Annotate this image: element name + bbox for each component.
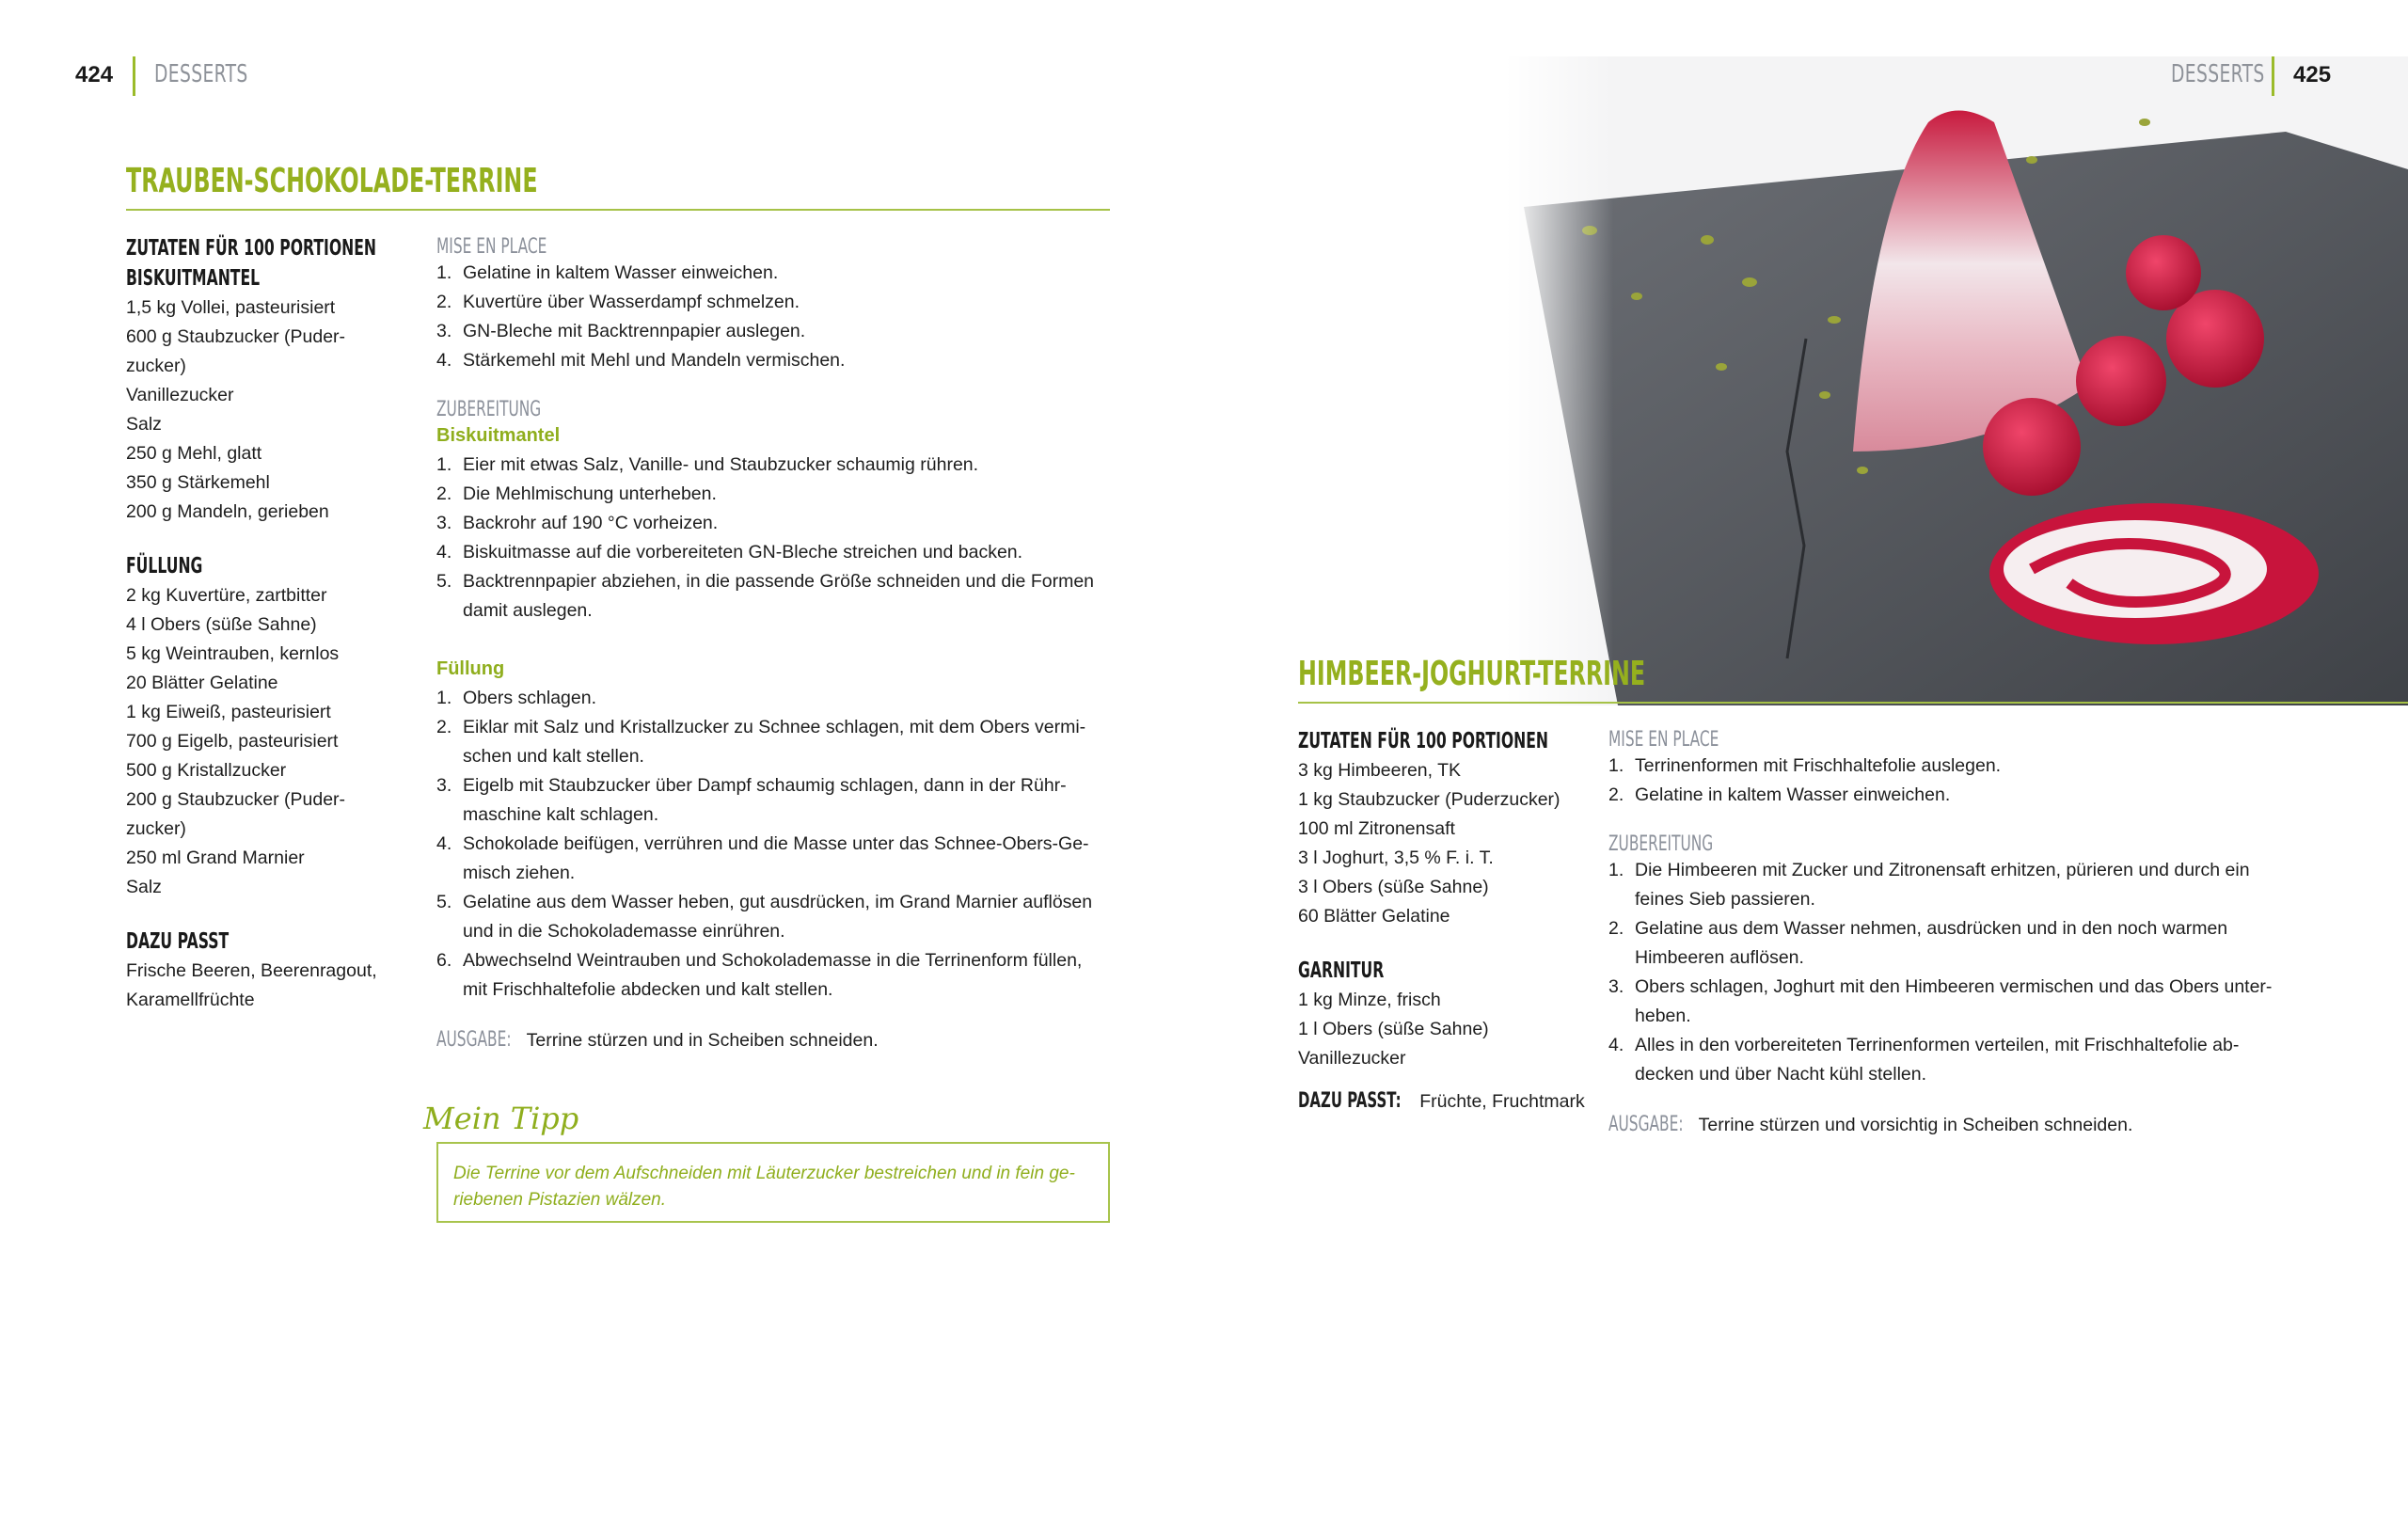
tip-box [436,1142,1110,1223]
step-text-line: Obers schlagen. [463,688,596,708]
step-text-line: heben. [1635,1006,1691,1026]
biskuitmantel-steps [436,451,1114,626]
ingredient-line: 4 l Obers (süße Sahne) [126,614,317,635]
recipe-title-left: TRAUBEN-SCHOKOLADE-TERRINE [126,162,538,200]
ingredient-line: Vanillezucker [1298,1048,1406,1069]
ingredient-line: Vanillezucker [126,385,234,405]
subheading-biskuitmantel: Biskuitmantel [436,425,561,446]
ingredient-line: 5 kg Weintrauben, kernlos [126,643,340,664]
dazu-passt-heading: DAZU PASST [126,929,230,954]
ausgabe-line-left [436,1025,1114,1055]
fuellung-steps [436,684,1114,1005]
step-text: Terrinenformen mit Frischhaltefolie auslegen. [1635,755,2002,776]
step-item: 2. Gelatine in kaltem Wasser einweichen. [1608,781,2323,810]
fuellung-ingredient-list [126,581,408,902]
step-item: 4. Stärkemehl mit Mehl und Mandeln vermischen. [436,346,1114,375]
ingredients-column-left [126,233,408,1015]
step-item: 1. Eier mit etwas Salz, Vanille- und Staubzucker schaumig rühren. [436,451,1114,480]
mise-en-place-heading-right: MISE EN PLACE [1608,728,1719,752]
step-text-line: Gelatine aus dem Wasser nehmen, ausdrücken und in den noch warmen [1635,918,2228,939]
step-item: 2. Gelatine aus dem Wasser nehmen, ausdrücken und in den noch warmen Himbeeren auflösen. [1608,914,2323,973]
ingredient-line: Karamellfrüchte [126,990,255,1010]
step-text-line: maschine kalt schlagen. [463,804,659,825]
ingredient-line: 250 ml Grand Marnier [126,848,305,868]
ausgabe-label-left: AUSGABE: [436,1028,512,1052]
ingredient-line: zucker) [126,818,186,839]
step-item: 1. Obers schlagen. [436,684,1114,713]
zubereitung-heading: ZUBEREITUNG [436,398,542,421]
header-divider-left [133,56,135,96]
step-text-line: Alles in den vorbereiteten Terrinenformen verteilen, mit Frischhaltefolie ab- [1635,1035,2240,1055]
step-item: 1. Terrinenformen mit Frischhaltefolie auslegen. [1608,752,2323,781]
ingredient-line: 1 kg Minze, frisch [1298,990,1441,1010]
step-item: 5. Gelatine aus dem Wasser heben, gut ausdrücken, im Grand Marnier auflösen und in die Schokolademasse einrühren. [436,888,1114,946]
step-item: 2. Kuvertüre über Wasserdampf schmelzen. [436,288,1114,317]
step-text: Stärkemehl mit Mehl und Mandeln vermischen. [463,350,846,371]
step-item: 4. Biskuitmasse auf die vorbereiteten GN-Bleche streichen und backen. [436,538,1114,567]
step-item: 2. Eiklar mit Salz und Kristallzucker zu Schnee schlagen, mit dem Obers vermi- schen und kalt stellen. [436,713,1114,771]
garnitur-list [1298,986,1599,1073]
step-item: 3. Obers schlagen, Joghurt mit den Himbeeren vermischen und das Obers unter- heben. [1608,973,2323,1031]
title-rule-left [126,209,1110,211]
step-text-line: Himbeeren auflösen. [1635,947,1804,968]
ingredient-line: 3 kg Himbeeren, TK [1298,760,1462,781]
method-column-right [1608,728,2323,1140]
zubereitung-heading-right: ZUBEREITUNG [1608,832,1714,856]
tip-line-1: Die Terrine vor dem Aufschneiden mit Läuterzucker bestreichen und in fein ge- [453,1164,1075,1183]
dazu-passt-text-right: Früchte, Fruchtmark [1419,1091,1585,1112]
step-item: 3. Backrohr auf 190 °C vorheizen. [436,509,1114,538]
ausgabe-line-right [1608,1110,2323,1140]
step-text-line: und in die Schokolademasse einrühren. [463,921,785,942]
step-text-line: decken und über Nacht kühl stellen. [1635,1064,1927,1085]
dessert-photo [1505,56,2408,705]
step-text-line: Eigelb mit Staubzucker über Dampf schaumig schlagen, dann in der Rühr- [463,775,1067,796]
step-text-line: feines Sieb passieren. [1635,889,1815,910]
ingredient-line: 60 Blätter Gelatine [1298,906,1450,927]
ausgabe-text-left: Terrine stürzen und in Scheiben schneiden. [526,1030,879,1051]
ingredient-line: 100 ml Zitronensaft [1298,818,1455,839]
page-number-right: 425 [2293,62,2332,87]
ingredient-line: 200 g Mandeln, gerieben [126,501,329,522]
dazu-passt-list [126,957,408,1015]
ingredient-line: 1,5 kg Vollei, pasteurisiert [126,297,336,318]
tip-line-2: riebenen Pistazien wälzen. [453,1190,667,1210]
step-text-line: Die Mehlmischung unterheben. [463,483,717,504]
ingredient-line: 1 kg Staubzucker (Puderzucker) [1298,789,1560,810]
ingredients-heading: ZUTATEN FÜR 100 PORTIONEN [126,236,376,261]
mise-en-place-steps [436,259,1114,375]
running-header-right: DESSERTS [2171,60,2265,88]
step-text-line: Eiklar mit Salz und Kristallzucker zu Schnee schlagen, mit dem Obers vermi- [463,717,1086,737]
ausgabe-text-right: Terrine stürzen und vorsichtig in Scheiben schneiden. [1698,1115,2133,1135]
step-text-line: Schokolade beifügen, verrühren und die Masse unter das Schnee-Obers-Ge- [463,833,1089,854]
step-text-line: schen und kalt stellen. [463,746,644,767]
step-text-line: misch ziehen. [463,863,576,883]
ingredient-line: 350 g Stärkemehl [126,472,270,493]
ingredients-column-right [1298,726,1599,1117]
step-text: Gelatine in kaltem Wasser einweichen. [463,262,779,283]
ingredient-line: 500 g Kristallzucker [126,760,287,781]
step-text-line: damit auslegen. [463,600,593,621]
ingredient-line: 20 Blätter Gelatine [126,673,278,693]
biskuit-heading: BISKUITMANTEL [126,266,261,291]
dazu-passt-line-right [1298,1086,1599,1117]
step-item: 4. Alles in den vorbereiteten Terrinenformen verteilen, mit Frischhaltefolie ab- decken und über Nacht kühl stellen. [1608,1031,2323,1089]
step-text-line: Obers schlagen, Joghurt mit den Himbeeren vermischen und das Obers unter- [1635,976,2273,997]
garnitur-heading: GARNITUR [1298,959,1385,983]
ingredient-line: Salz [126,414,162,435]
step-item: 1. Die Himbeeren mit Zucker und Zitronensaft erhitzen, pürieren und durch ein feines Sieb passieren. [1608,856,2323,914]
ingredient-line: Salz [126,877,162,897]
step-text-line: Gelatine aus dem Wasser heben, gut ausdrücken, im Grand Marnier auflösen [463,892,1093,912]
mise-en-place-steps-right [1608,752,2323,810]
mise-en-place-heading: MISE EN PLACE [436,235,547,259]
step-item: 1. Gelatine in kaltem Wasser einweichen. [436,259,1114,288]
step-item: 3. Eigelb mit Staubzucker über Dampf schaumig schlagen, dann in der Rühr- maschine kalt schlagen. [436,771,1114,830]
step-item: 5. Backtrennpapier abziehen, in die passende Größe schneiden und die Formen damit auslegen. [436,567,1114,626]
step-text: GN-Bleche mit Backtrennpapier auslegen. [463,321,806,341]
subheading-fuellung: Füllung [436,658,505,679]
ingredient-line: 200 g Staubzucker (Puder- [126,789,346,810]
ingredient-line: 2 kg Kuvertüre, zartbitter [126,585,327,606]
ingredient-line: 3 l Joghurt, 3,5 % F. i. T. [1298,848,1494,868]
header-divider-right [2272,56,2274,96]
page-number-left: 424 [75,62,114,87]
ingredient-line: zucker) [126,356,186,376]
step-text-line: mit Frischhaltefolie abdecken und kalt stellen. [463,979,833,1000]
step-text-line: Eier mit etwas Salz, Vanille- und Staubzucker schaumig rühren. [463,454,979,475]
mein-tipp-handwriting: Mein Tipp [423,1101,579,1136]
step-text-line: Backtrennpapier abziehen, in die passende Größe schneiden und die Formen [463,571,1095,592]
zubereitung-steps-right [1608,856,2323,1089]
step-text-line: Biskuitmasse auf die vorbereiteten GN-Bleche streichen und backen. [463,542,1023,562]
ingredient-line: 250 g Mehl, glatt [126,443,262,464]
biskuit-ingredient-list [126,293,408,527]
running-header-left: DESSERTS [154,60,248,88]
step-text-line: Die Himbeeren mit Zucker und Zitronensaft erhitzen, pürieren und durch ein [1635,860,2250,880]
ingredient-line: 3 l Obers (süße Sahne) [1298,877,1489,897]
step-text: Kuvertüre über Wasserdampf schmelzen. [463,292,800,312]
ingredient-list-right [1298,756,1599,931]
ingredient-line: Frische Beeren, Beerenragout, [126,960,377,981]
dazu-passt-label-right: DAZU PASST: [1298,1089,1402,1113]
step-item: 6. Abwechselnd Weintrauben und Schokolademasse in die Terrinenform füllen, mit Frischhaltefolie abdecken und kalt stellen. [436,946,1114,1005]
recipe-title-right: HIMBEER-JOGHURT-TERRINE [1298,655,1646,693]
title-rule-right [1298,702,2408,704]
step-item: 2. Die Mehlmischung unterheben. [436,480,1114,509]
photo-fade [1505,56,2408,705]
step-text: Gelatine in kaltem Wasser einweichen. [1635,784,1951,805]
ausgabe-label-right: AUSGABE: [1608,1113,1684,1136]
fuellung-heading: FÜLLUNG [126,554,203,578]
step-item: 3. GN-Bleche mit Backtrennpapier auslegen. [436,317,1114,346]
ingredient-line: 1 l Obers (süße Sahne) [1298,1019,1489,1039]
step-text-line: Abwechselnd Weintrauben und Schokolademasse in die Terrinenform füllen, [463,950,1083,971]
ingredients-heading-right: ZUTATEN FÜR 100 PORTIONEN [1298,729,1548,753]
ingredient-line: 600 g Staubzucker (Puder- [126,326,346,347]
ingredient-line: 1 kg Eiweiß, pasteurisiert [126,702,331,722]
step-text-line: Backrohr auf 190 °C vorheizen. [463,513,719,533]
ingredient-line: 700 g Eigelb, pasteurisiert [126,731,339,752]
method-column-left [436,235,1114,1055]
step-item: 4. Schokolade beifügen, verrühren und die Masse unter das Schnee-Obers-Ge- misch ziehen. [436,830,1114,888]
